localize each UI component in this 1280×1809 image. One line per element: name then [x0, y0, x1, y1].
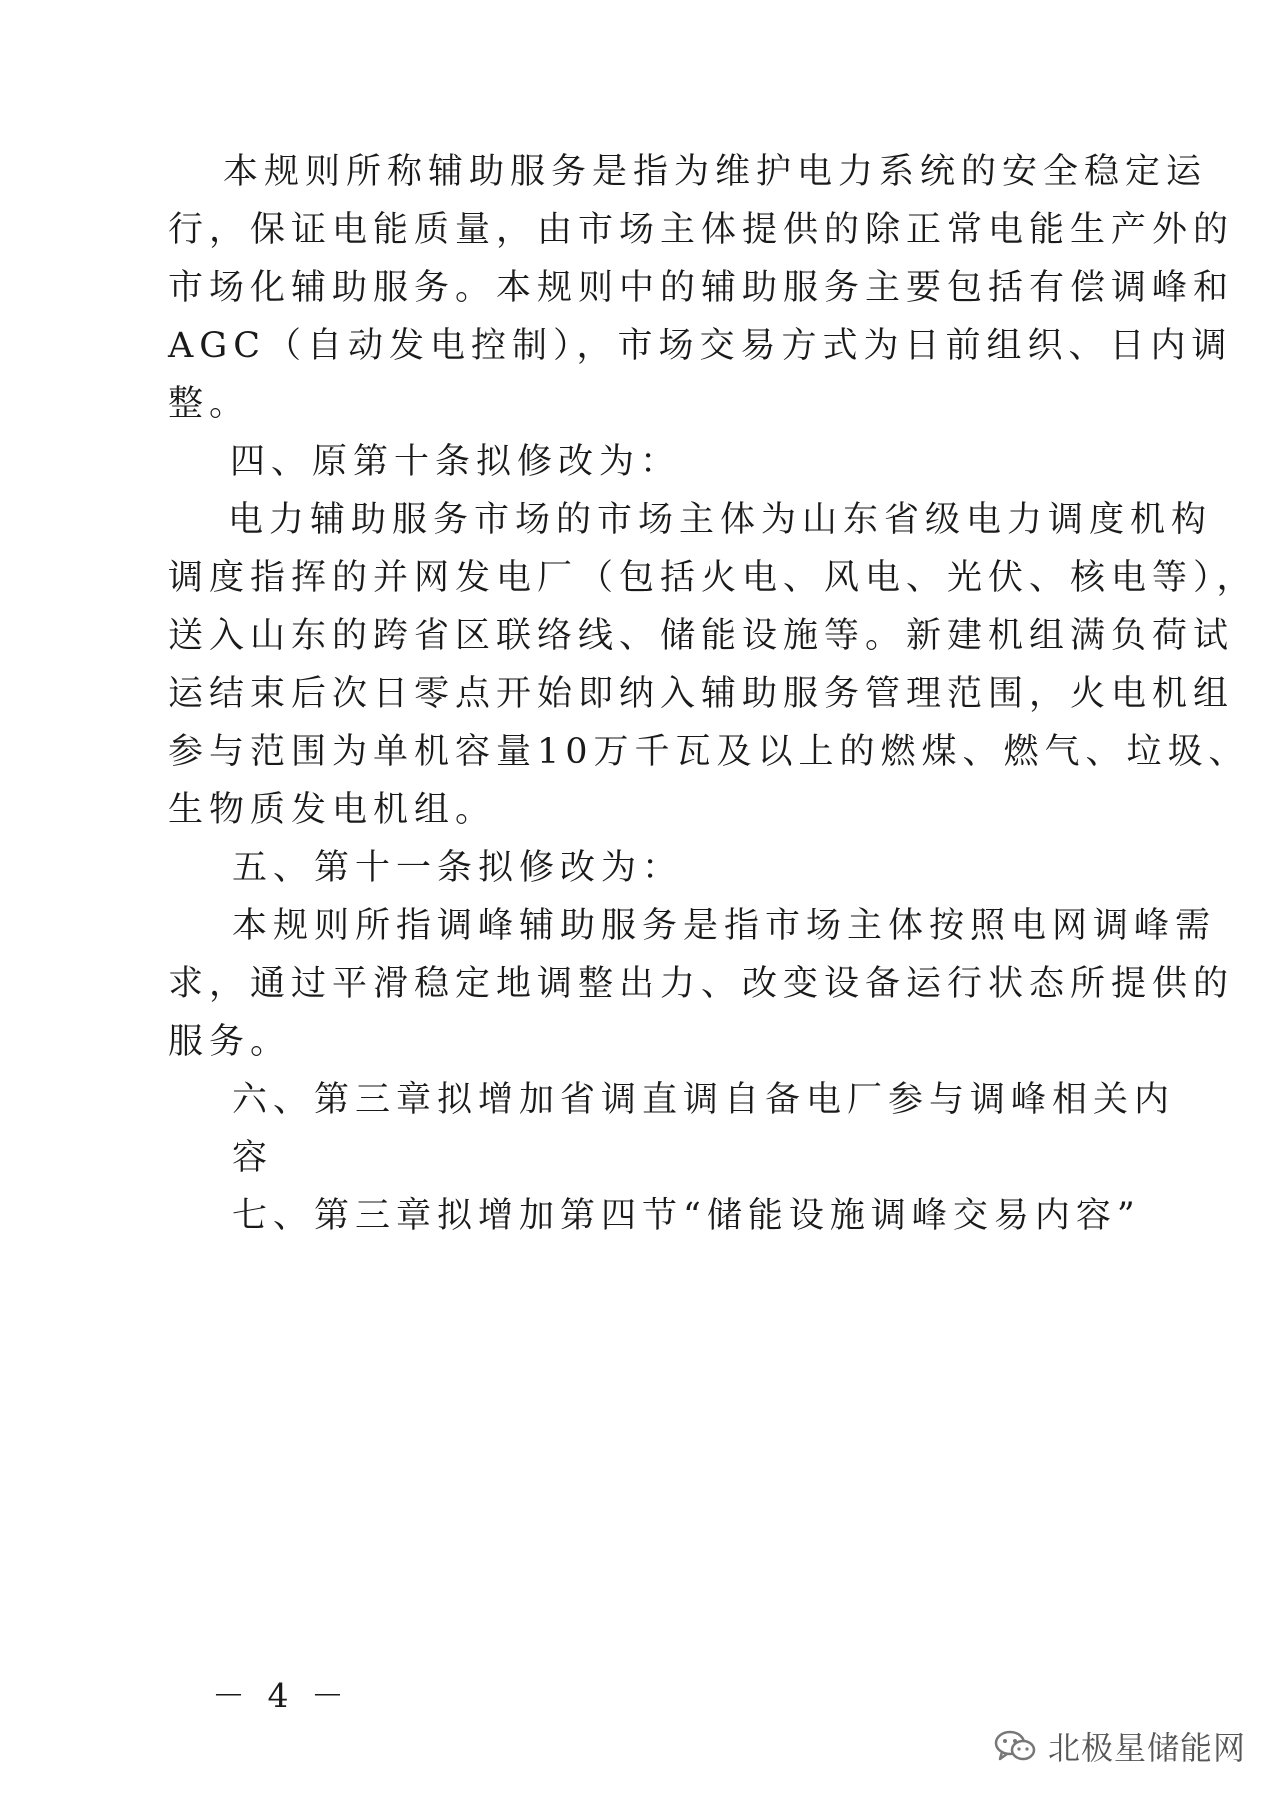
paragraph-line: 本规则所称辅助服务是指为维护电力系统的安全稳定运 — [223, 152, 1208, 192]
paragraph-line: 送入山东的跨省区联络线、储能设施等。新建机组满负荷试 — [168, 616, 1235, 656]
section-heading: 六、第三章拟增加省调直调自备电厂参与调峰相关内 — [232, 1080, 1176, 1120]
paragraph-line: 生物质发电机组。 — [168, 790, 497, 830]
wechat-icon — [994, 1729, 1036, 1763]
paragraph-line: 服务。 — [168, 1022, 292, 1062]
paragraph-line: 求，通过平滑稳定地调整出力、改变设备运行状态所提供的 — [168, 964, 1235, 1004]
section-heading: 五、第十一条拟修改为： — [232, 848, 684, 888]
paragraph-line: AGC（自动发电控制），市场交易方式为日前组织、日内调 — [168, 326, 1233, 366]
page-number: － 4 － — [212, 1676, 350, 1715]
paragraph-line: 运结束后次日零点开始即纳入辅助服务管理范围，火电机组 — [168, 674, 1235, 714]
section-heading: 七、第三章拟增加第四节“储能设施调峰交易内容” — [232, 1196, 1141, 1236]
paragraph-line: 调度指挥的并网发电厂（包括火电、风电、光伏、核电等）， — [168, 558, 1258, 598]
watermark-text: 北极星储能网 — [1047, 1729, 1246, 1767]
section-heading: 容 — [232, 1138, 274, 1178]
paragraph-line: 行，保证电能质量，由市场主体提供的除正常电能生产外的 — [168, 210, 1235, 250]
paragraph-line: 本规则所指调峰辅助服务是指市场主体按照电网调峰需 — [232, 906, 1217, 946]
watermark — [994, 1723, 1246, 1769]
paragraph-line: 整。 — [168, 384, 251, 424]
paragraph-line: 电力辅助服务市场的市场主体为山东省级电力调度机构 — [228, 500, 1213, 540]
paragraph-line: 参与范围为单机容量10万千瓦及以上的燃煤、燃气、垃圾、 — [168, 732, 1250, 772]
section-heading: 四、原第十条拟修改为： — [230, 442, 682, 482]
paragraph-line: 市场化辅助服务。本规则中的辅助服务主要包括有偿调峰和 — [168, 268, 1235, 308]
